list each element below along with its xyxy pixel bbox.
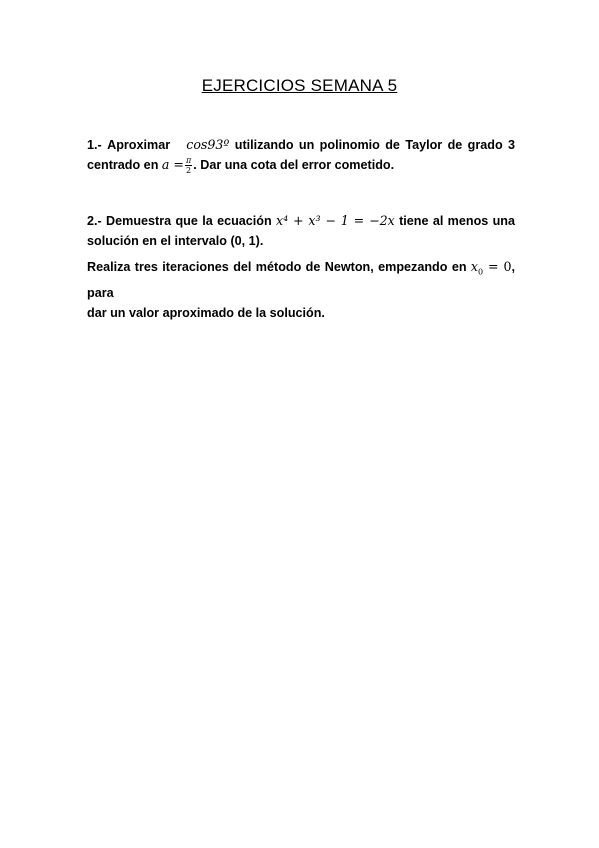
- exercise-1-text-1: Aproximar: [107, 138, 171, 152]
- exercise-1-a-variable: a =: [161, 157, 184, 172]
- exercise-2: [87, 211, 515, 251]
- exercise-2-equation: x⁴ + x³ − 1 = −2x: [276, 213, 395, 228]
- exercise-1-text-3: centrado en: [87, 158, 159, 172]
- exercise-2-number: 2.-: [87, 214, 102, 228]
- exercise-2-text-2: tiene al menos una: [399, 214, 515, 228]
- exercise-2-line-1: [87, 211, 515, 231]
- x-symbol: x: [470, 259, 479, 274]
- exercise-1-line-2: [87, 155, 515, 175]
- x0-variable: [470, 259, 512, 277]
- x-subscript: 0: [478, 267, 484, 277]
- exercise-2-line-2: [87, 231, 515, 251]
- x0-equals-zero: = 0: [483, 259, 512, 274]
- exercise-2-text-3: solución en el intervalo (0, 1).: [87, 234, 264, 248]
- exercise-1: [87, 135, 515, 175]
- exercise-2-newton: [87, 257, 515, 323]
- exercise-2-text-6: dar un valor aproximado de la solución.: [87, 305, 325, 320]
- page-title: EJERCICIOS SEMANA 5: [201, 76, 398, 95]
- fraction-denominator: 2: [186, 166, 192, 176]
- exercise-1-text-4: . Dar una cota del error cometido.: [193, 158, 395, 172]
- exercise-2-text-4: Realiza tres iteraciones del método de Newton, empezando en: [87, 260, 467, 274]
- pi-over-2-fraction: [185, 156, 192, 175]
- exercise-1-line-1: [87, 135, 515, 155]
- exercise-2-newton-line-2: [87, 303, 515, 323]
- exercise-2-text-5: , para: [87, 260, 515, 300]
- exercise-1-text-2: utilizando un polinomio de Taylor de grado 3: [234, 138, 516, 152]
- exercise-2-newton-line-1: [87, 257, 515, 303]
- exercise-1-number: 1.-: [87, 138, 102, 152]
- exercise-1-expression: cos93º: [186, 137, 230, 152]
- fraction-numerator: π: [185, 156, 192, 166]
- exercise-2-text-1: Demuestra que la ecuación: [106, 214, 272, 228]
